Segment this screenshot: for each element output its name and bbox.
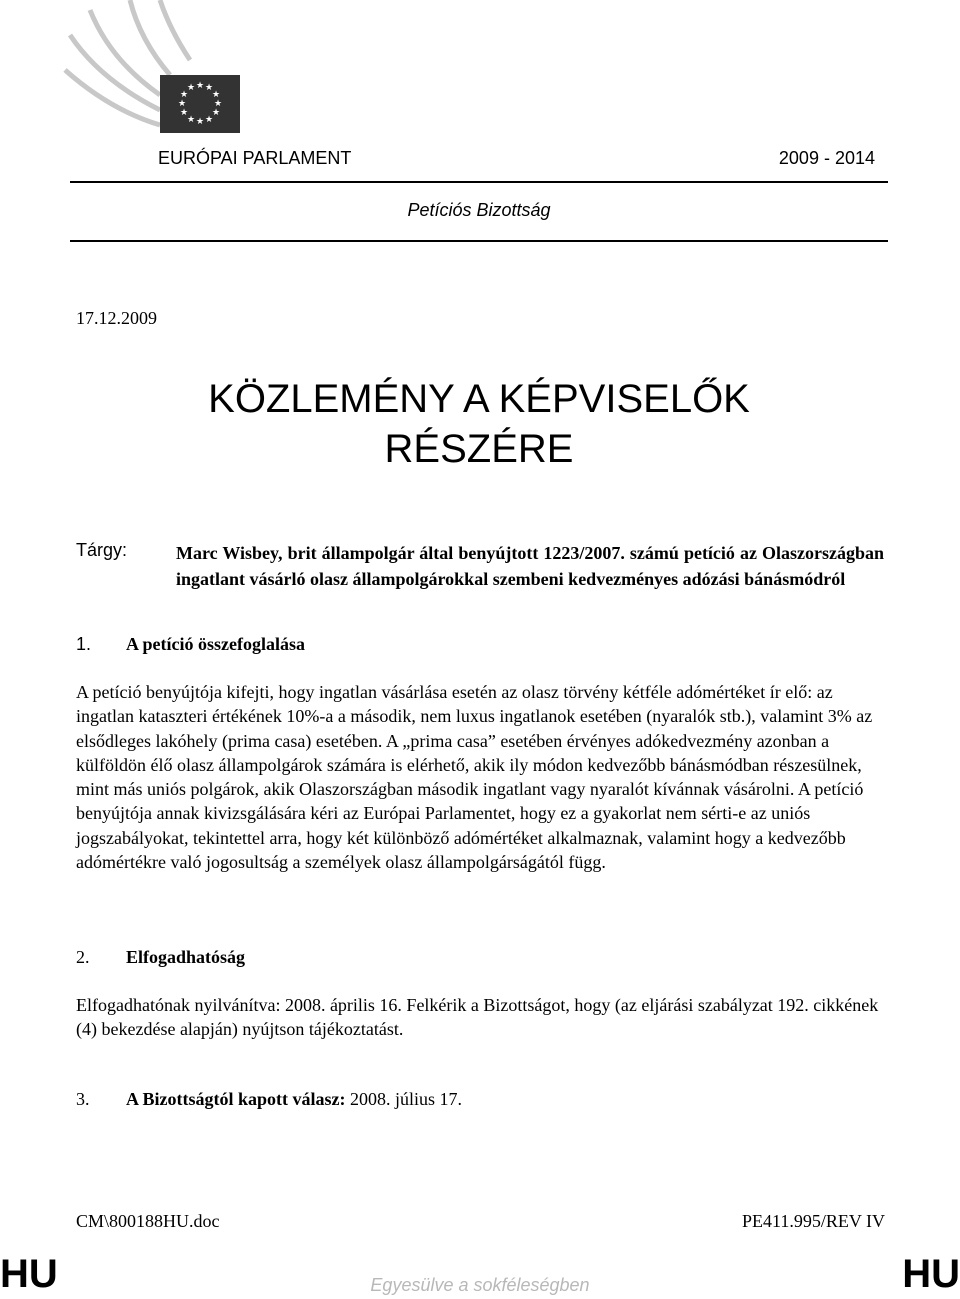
svg-text:★: ★ <box>179 108 189 118</box>
svg-text:★: ★ <box>204 115 214 125</box>
eu-motto: Egyesülve a sokféleségben <box>370 1275 590 1295</box>
section-3-number: 3. <box>76 1089 90 1109</box>
section-3-value: 2008. július 17. <box>345 1089 463 1109</box>
organization-name: EURÓPAI PARLAMENT <box>158 148 352 168</box>
committee-name: Petíciós Bizottság <box>407 200 551 220</box>
title-line-1: KÖZLEMÉNY A KÉPVISELŐK <box>208 377 750 421</box>
section-2-title: Elfogadhatóság <box>126 947 246 967</box>
footer-doc-ref: CM\800188HU.doc <box>76 1211 220 1231</box>
footer-pe-ref: PE411.995/REV IV <box>741 1211 885 1231</box>
section-3-title: A Bizottságtól kapott válasz: <box>126 1089 346 1109</box>
section-1-number: 1. <box>76 634 92 654</box>
section-1-body: A petíció benyújtója kifejti, hogy ingatlan vásárlása esetén az olasz törvény kétféle adómértéket ír elő: az ingatlan kataszteri értékének 10%-a a második, nem luxus ingatlanok esetében (nyaralók stb.), valamint 3% az elsődleges lakóhely (prima casa) esetében. A „prima casa” esetében érvényes adókedvezmény azonban a külföldön élő olasz állampolgárok számára is elérhető, akik ily módon kedvezőbb bánásmódban részesülnek, mint más uniós polgárok, akik Olaszországban második ingatlant vagy nyaralót kívánnak vásárolni. A petíció benyújtója annak kivizsgálására kéri az Európai Parlamentet, hogy ez a gyakorlat nem sérti-e az uniós jogszabályokat, tekintettel arra, hogy két különböző adómértéket alkalmaznak, valamint hogy a kedvezőbb adómértékre való jogosultság a személyek olasz állampolgárságától függ. <box>76 682 873 873</box>
document-date: 17.12.2009 <box>76 308 157 328</box>
section-2-number: 2. <box>76 947 90 967</box>
svg-text:★: ★ <box>179 90 189 100</box>
svg-text:★: ★ <box>186 83 196 93</box>
section-2-body: Elfogadhatónak nyilvánítva: 2008. április 16. Felkérik a Bizottságot, hogy (az eljárási szabályzat 192. cikkének (4) bekezdése alapján) nyújtson tájékoztatást. <box>76 995 879 1040</box>
language-code-right: HU <box>902 1252 960 1296</box>
header-divider <box>70 181 888 183</box>
svg-text:★: ★ <box>211 90 221 100</box>
subject-label: Tárgy: <box>76 540 128 560</box>
svg-text:★: ★ <box>213 99 223 109</box>
svg-text:★: ★ <box>186 115 196 125</box>
section-3-line <box>126 1089 462 1110</box>
svg-text:★: ★ <box>195 117 205 127</box>
document-title <box>70 374 888 474</box>
svg-text:★: ★ <box>204 83 214 93</box>
svg-text:★: ★ <box>177 99 187 109</box>
language-code-left: HU <box>0 1252 58 1296</box>
parliamentary-term: 2009 - 2014 <box>778 148 875 168</box>
title-line-2: RÉSZÉRE <box>384 427 574 471</box>
svg-text:★: ★ <box>195 81 205 91</box>
committee-divider <box>70 240 888 242</box>
subject-text: Marc Wisbey, brit állampolgár által benyújtott 1223/2007. számú petíció az Olaszországban ingatlant vásárló olasz állampolgárokkal szembeni kedvezményes adózási bánásmódról <box>176 543 884 589</box>
european-parliament-logo <box>60 0 250 140</box>
section-1-title: A petíció összefoglalása <box>126 634 305 654</box>
svg-text:★: ★ <box>211 108 221 118</box>
